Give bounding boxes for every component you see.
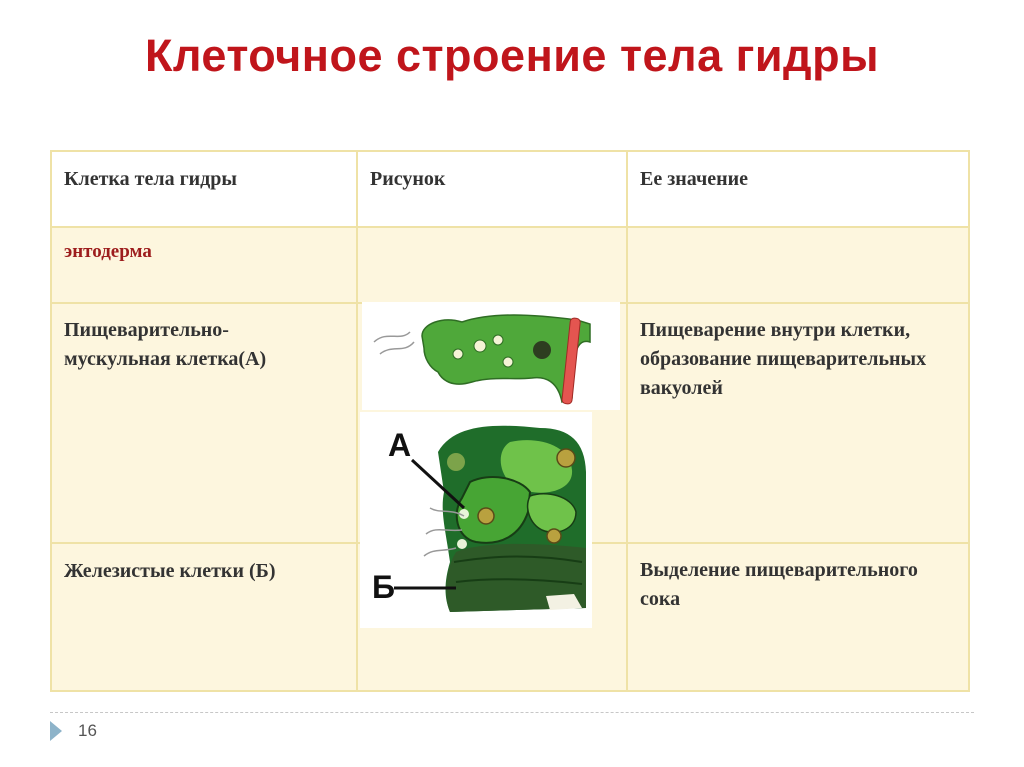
header-figure [356, 150, 628, 228]
slide-title: Клеточное строение тела гидры [144, 30, 880, 81]
row-1-cell [50, 302, 358, 544]
label-b: Б [372, 569, 395, 605]
digestive-muscle-cell-image [362, 302, 620, 410]
row-1-cell-label: Пищеварительно-мускульная клетка(А) [64, 319, 267, 370]
header-figure-label: Рисунок [370, 168, 446, 190]
label-a: А [388, 427, 412, 463]
row-2-cell-label: Железистые клетки (Б) [64, 560, 276, 582]
page-number: 16 [78, 721, 97, 740]
section-cell [50, 226, 358, 304]
section-meaning-cell [626, 226, 970, 304]
bullet-arrow-icon [50, 721, 62, 741]
section-figure-cell [356, 226, 628, 304]
row-2-meaning-label: Выделение пищеварительного сока [640, 559, 918, 610]
header-meaning-label: Ее значение [640, 168, 749, 190]
row-2-cell [50, 542, 358, 692]
section-label: энтодерма [64, 241, 152, 262]
row-1-meaning-cell [626, 302, 970, 544]
row-1-meaning-label: Пищеварение внутри клетки, образование пищеварительных вакуолей [640, 319, 927, 399]
header-cell-type [50, 150, 358, 228]
row-2-meaning-cell [626, 542, 970, 692]
header-cell-type-label: Клетка тела гидры [64, 168, 238, 190]
endoderm-tissue-image [360, 412, 592, 628]
footer-divider [50, 712, 974, 713]
header-meaning [626, 150, 970, 228]
